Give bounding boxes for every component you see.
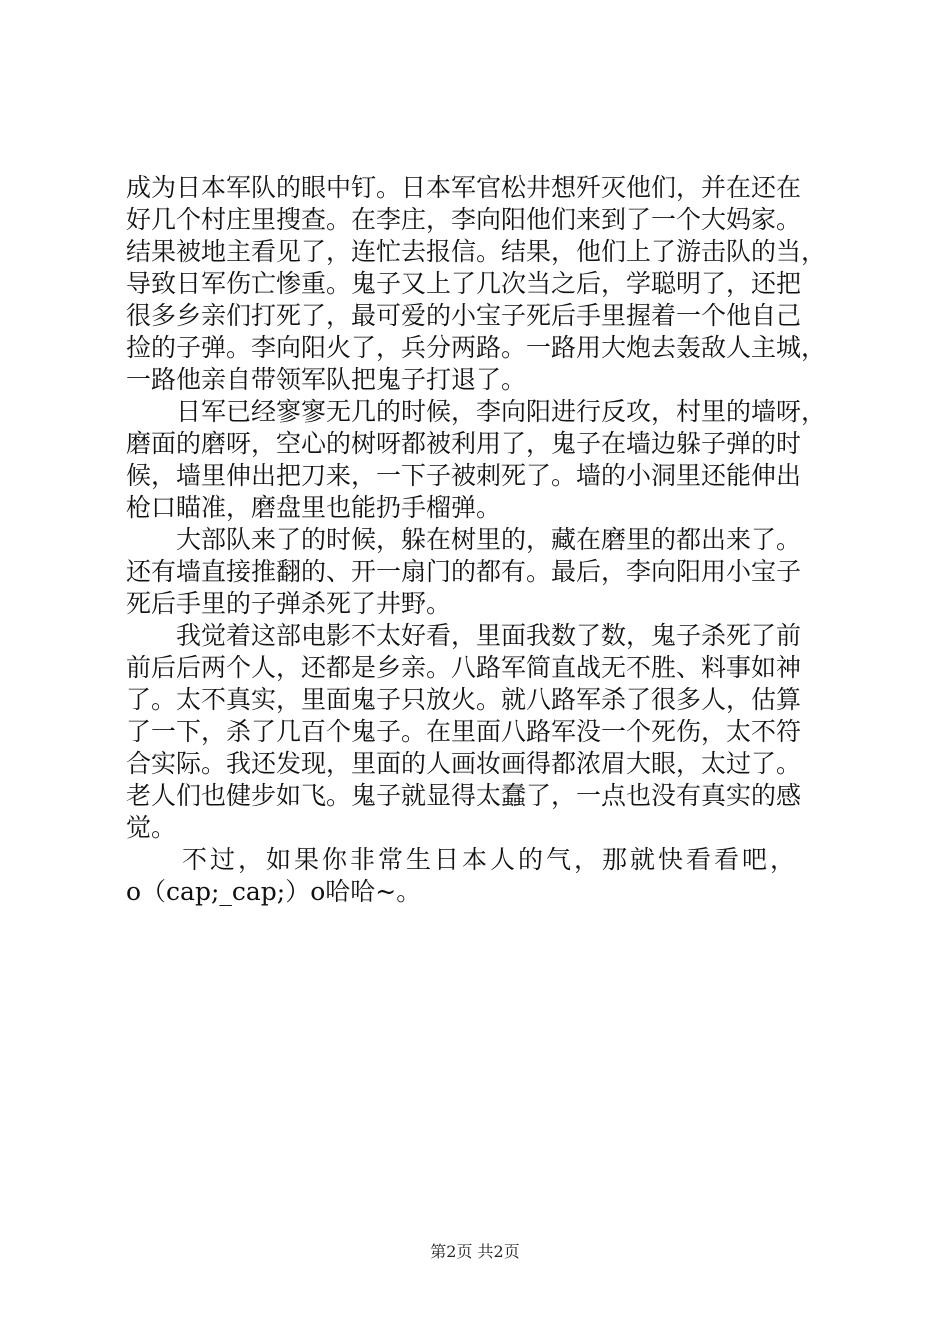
page-number-footer: 第2页 共2页 [430, 1242, 520, 1261]
text-line: 还有墙直接推翻的、开一扇门的都有。最后，李向阳用小宝子 [126, 557, 802, 586]
text-line: 觉。 [126, 813, 177, 842]
text-line: 合实际。我还发现，里面的人画妆画得都浓眉大眼，太过了。 [126, 749, 802, 778]
text-line: 一路他亲自带领军队把鬼子打退了。 [126, 365, 527, 394]
text-line: 大部队来了的时候，躲在树里的，藏在磨里的都出来了。 [126, 525, 802, 554]
text-line: 老人们也健步如飞。鬼子就显得太蠢了，一点也没有真实的感 [126, 781, 802, 810]
text-line: 成为日本军队的眼中钉。日本军官松井想歼灭他们，并在还在 [126, 173, 802, 202]
text-line: 好几个村庄里搜查。在李庄，李向阳他们来到了一个大妈家。 [126, 205, 802, 234]
text-line: 磨面的磨呀，空心的树呀都被利用了，鬼子在墙边躲子弹的时 [126, 429, 802, 458]
text-line: 死后手里的子弹杀死了井野。 [126, 589, 452, 618]
text-line: 了一下，杀了几百个鬼子。在里面八路军没一个死伤，太不符 [126, 717, 802, 746]
text-line: 我觉着这部电影不太好看，里面我数了数，鬼子杀死了前 [126, 621, 802, 650]
text-line: o（cap;_cap;）o哈哈~。 [126, 877, 422, 906]
text-line: 日军已经寥寥无几的时候，李向阳进行反攻，村里的墙呀， [126, 397, 827, 426]
text-line: 不过，如果你非常生日本人的气，那就快看看吧， [126, 845, 799, 874]
text-line: 很多乡亲们打死了，最可爱的小宝子死后手里握着一个他自己 [126, 301, 802, 330]
text-line: 捡的子弹。李向阳火了，兵分两路。一路用大炮去轰敌人主城， [126, 333, 827, 362]
text-line: 了。太不真实，里面鬼子只放火。就八路军杀了很多人，估算 [126, 685, 802, 714]
document-body [126, 172, 831, 908]
text-line: 结果被地主看见了，连忙去报信。结果，他们上了游击队的当， [126, 237, 827, 266]
text-line: 候，墙里伸出把刀来，一下子被刺死了。墙的小洞里还能伸出 [126, 461, 802, 490]
text-line: 导致日军伤亡惨重。鬼子又上了几次当之后，学聪明了，还把 [126, 269, 802, 298]
text-line: 枪口瞄准，磨盘里也能扔手榴弹。 [126, 493, 502, 522]
text-line: 前后后两个人，还都是乡亲。八路军简直战无不胜、料事如神 [126, 653, 802, 682]
